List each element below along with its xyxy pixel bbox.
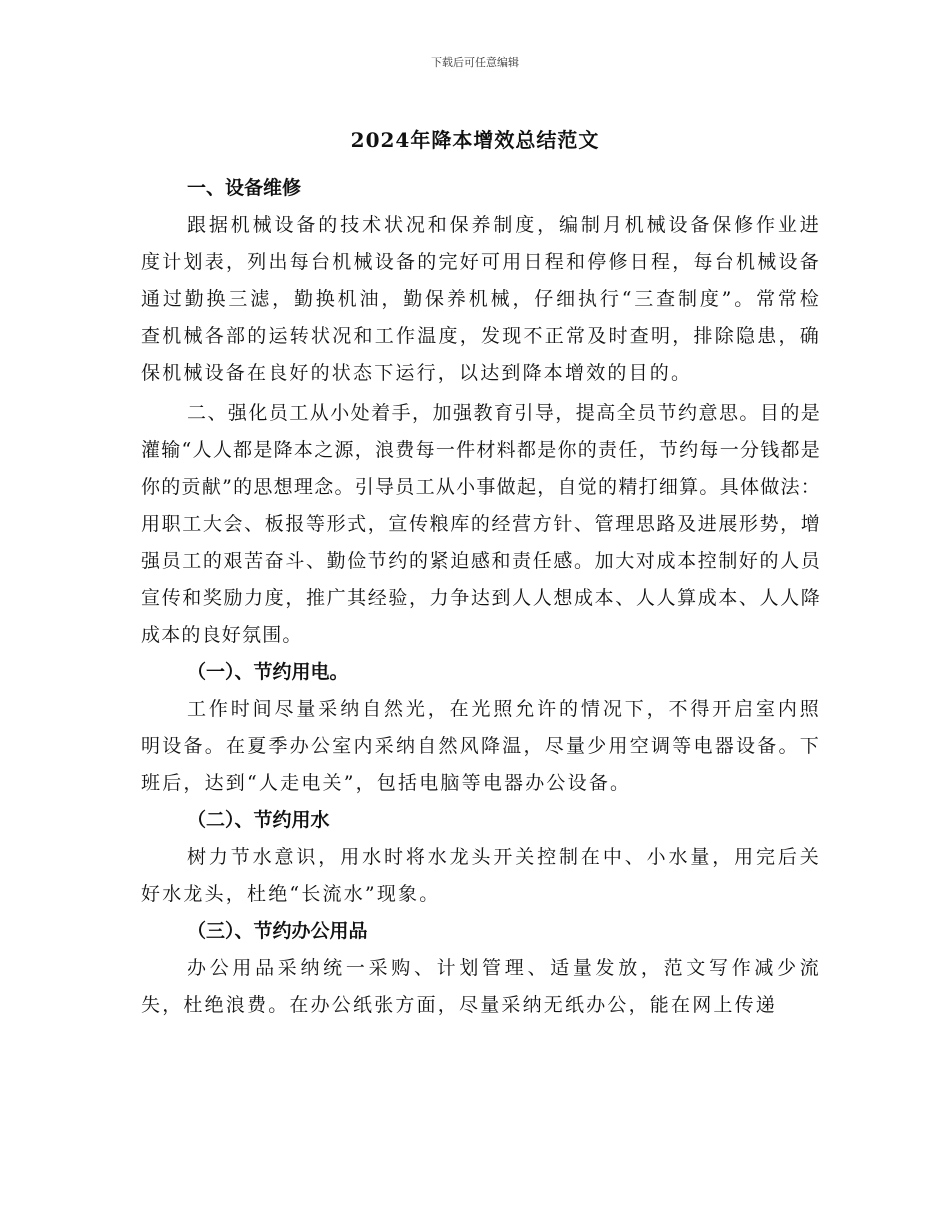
page-header: 下载后可任意编辑 [431,56,519,69]
paragraph-staff: 二、强化员工从小处着手，加强教育引导，提高全员节约意思。目的是灌输“人人都是降本之源，浪费每一件材料都是你的责任，节约每一分钱都是你的贡献”的思想理念。引导员工从小事做起，自觉的精打细算。具体做法：用职工大会、板报等形式，宣传粮库的经营方针、管理思路及进展形势，增强员工的艰苦奋斗、勤俭节约的紧迫感和责任感。加大对成本控制好的人员宣传和奖励力度，推广其经验，力争达到人人想成本、人人算成本、人人降成本的良好氛围。 [141,402,821,646]
paragraph-office-supplies: 办公用品采纳统一采购、计划管理、适量发放，范文写作减少流失，杜绝浪费。在办公纸张方面，尽量采纳无纸办公，能在网上传递 [141,957,821,1016]
subsection-heading-water: （二）、节约用水 [187,809,330,831]
subsection-heading-office-supplies: （三）、节约办公用品 [187,920,368,942]
document-body [141,170,821,1024]
paragraph-electricity: 工作时间尽量采纳自然光，在光照允许的情况下，不得开启室内照明设备。在夏季办公室内采纳自然风降温，尽量少用空调等电器设备。下班后，达到“人走电关”，包括电脑等电器办公设备。 [141,698,821,794]
document-title: 2024年降本增效总结范文 [350,128,600,152]
section-heading-equipment: 一、设备维修 [187,177,302,199]
paragraph-equipment: 跟据机械设备的技术状况和保养制度，编制月机械设备保修作业进度计划表，列出每台机械设备的完好可用日程和停修日程，每台机械设备通过勤换三滤，勤换机油，勤保养机械，仔细执行“三查制度”。常常检查机械各部的运转状况和工作温度，发现不正常及时查明，排除隐患，确保机械设备在良好的状态下运行，以达到降本增效的目的。 [141,214,821,384]
paragraph-water: 树力节水意识，用水时将水龙头开关控制在中、小水量，用完后关好水龙头，杜绝“长流水”现象。 [141,846,821,905]
subsection-heading-electricity: （一）、节约用电。 [187,661,349,683]
